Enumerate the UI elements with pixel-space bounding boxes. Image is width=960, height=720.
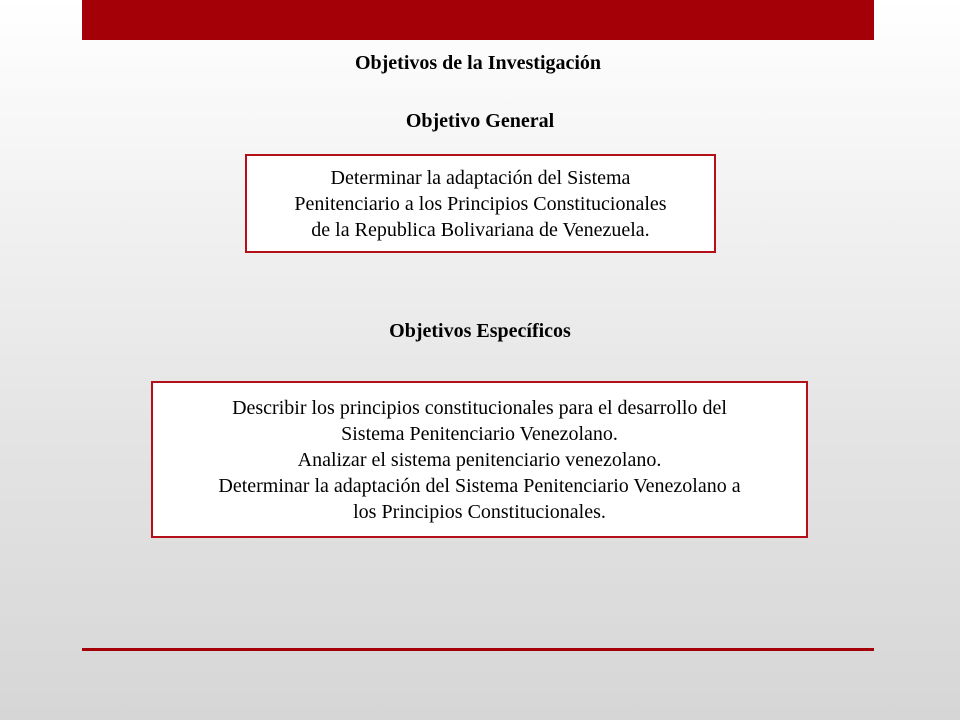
specific-objective-line: Sistema Penitenciario Venezolano. <box>341 422 618 445</box>
page-title: Objetivos de la Investigación <box>354 52 602 74</box>
general-objective-line: Penitenciario a los Principios Constitucionales <box>294 192 667 215</box>
specific-objectives-box <box>151 381 808 538</box>
specific-objectives-title: Objetivos Específicos <box>389 320 571 342</box>
general-objective-title: Objetivo General <box>405 110 555 132</box>
general-objective-line: Determinar la adaptación del Sistema <box>330 166 631 189</box>
top-accent-bar <box>82 0 874 40</box>
specific-objective-line: Describir los principios constitucionales para el desarrollo del <box>232 396 727 419</box>
specific-objective-line: Determinar la adaptación del Sistema Penitenciario Venezolano a <box>218 474 741 497</box>
bottom-accent-rule <box>82 648 874 651</box>
specific-objective-line: Analizar el sistema penitenciario venezolano. <box>297 448 662 471</box>
general-objective-box <box>245 154 716 253</box>
specific-objective-line: los Principios Constitucionales. <box>353 500 606 523</box>
general-objective-line: de la Republica Bolivariana de Venezuela. <box>311 218 650 241</box>
